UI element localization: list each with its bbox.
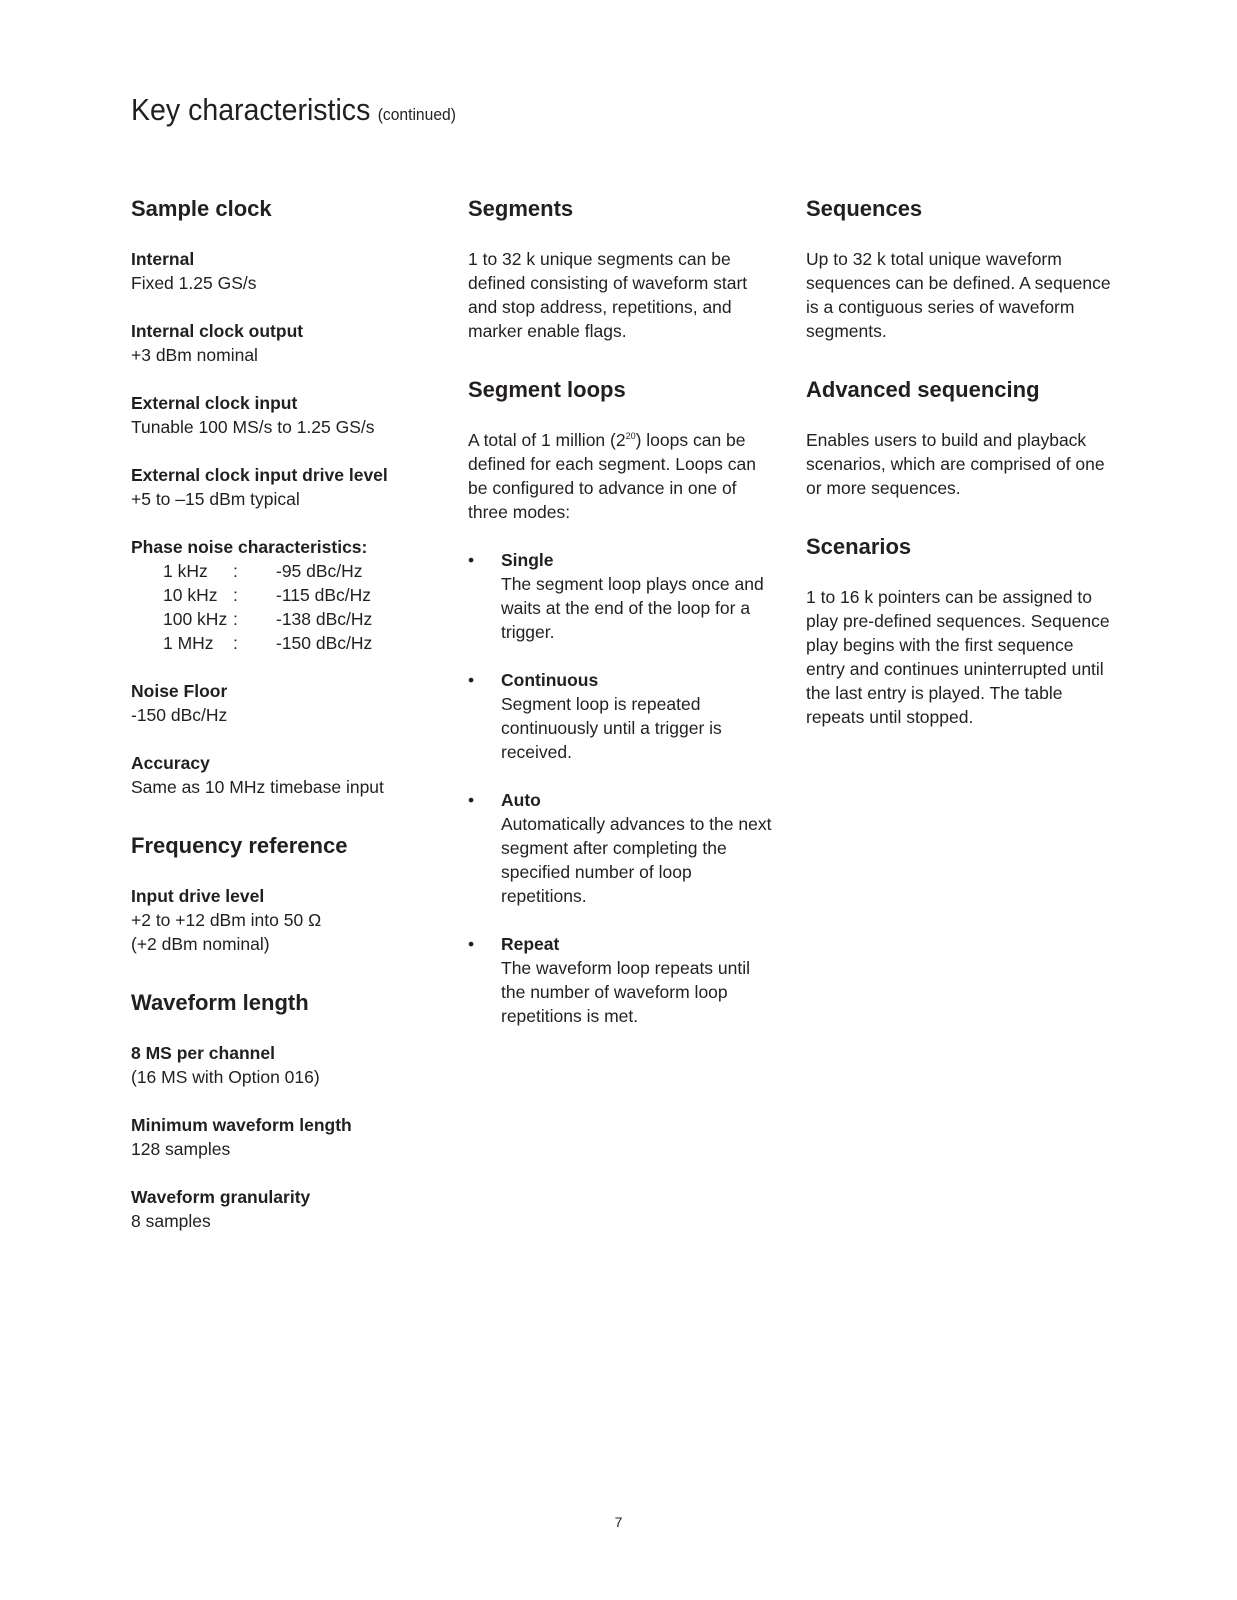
page-title-suffix: (continued) — [377, 105, 456, 124]
phase-noise-row — [131, 631, 451, 655]
page-number: 7 — [614, 1514, 623, 1530]
intro-exponent: 20 — [625, 431, 636, 442]
scenarios-section — [806, 531, 1116, 729]
frequency-reference-heading: Frequency reference — [131, 833, 348, 858]
mode-name: Single — [501, 550, 554, 570]
phase-noise-value: -150 dBc/Hz — [276, 633, 373, 653]
phase-noise-label: Phase noise characteristics: — [131, 537, 368, 557]
scenarios-text: 1 to 16 k pointers can be assigned to play pre-defined sequences. Sequence play begins with the first sequence entry and continues uninterrupted until the last entry is played. The table repeats until stopped. — [806, 587, 1110, 727]
mode-desc: Automatically advances to the next segment after completing the specified number of loop repetitions. — [501, 814, 772, 906]
waveform-length-heading: Waveform length — [131, 990, 309, 1015]
mode-desc: The waveform loop repeats until the number of waveform loop repetitions is met. — [501, 958, 751, 1026]
segments-heading: Segments — [468, 196, 574, 221]
page-title-text: Key characteristics — [131, 92, 371, 127]
column-middle — [468, 193, 778, 1028]
input-drive-value-1: +2 to +12 dBm into 50 Ω — [131, 910, 322, 930]
internal-label: Internal — [131, 249, 195, 269]
frequency-reference-section — [131, 830, 451, 956]
segment-loops-intro — [468, 428, 778, 524]
advanced-sequencing-section — [806, 374, 1116, 500]
intro-after: ) loops can be defined for each segment. Loops can be configured to advance in one of three modes: — [468, 430, 756, 522]
noise-floor-label: Noise Floor — [131, 681, 228, 701]
segments-section — [468, 193, 778, 343]
phase-noise-row — [131, 607, 451, 631]
loop-modes-list — [468, 548, 778, 1028]
ext-drive-item — [131, 463, 451, 511]
sequences-text: Up to 32 k total unique waveform sequences can be defined. A sequence is a contiguous series of waveform segments. — [806, 249, 1111, 341]
waveform-length-section — [131, 987, 451, 1233]
input-drive-label: Input drive level — [131, 886, 265, 906]
phase-noise-value: -115 dBc/Hz — [276, 585, 371, 605]
bullet-dot: • — [468, 790, 475, 810]
phase-noise-freq: 10 kHz — [163, 585, 218, 605]
min-length-item — [131, 1113, 451, 1161]
segment-loops-heading: Segment loops — [468, 377, 626, 402]
phase-noise-row — [131, 583, 451, 607]
ext-drive-value: +5 to –15 dBm typical — [131, 489, 300, 509]
column-left — [131, 193, 451, 1233]
noise-floor-item — [131, 679, 451, 727]
input-drive-item — [131, 884, 451, 956]
min-length-label: Minimum waveform length — [131, 1115, 352, 1135]
min-length-value: 128 samples — [131, 1139, 231, 1159]
segment-loops-section — [468, 374, 778, 1028]
bullet-dot: • — [468, 550, 475, 570]
ext-input-value: Tunable 100 MS/s to 1.25 GS/s — [131, 417, 375, 437]
internal-output-label: Internal clock output — [131, 321, 304, 341]
per-channel-value: (16 MS with Option 016) — [131, 1067, 320, 1087]
mode-desc: The segment loop plays once and waits at the end of the loop for a trigger. — [501, 574, 764, 642]
phase-noise-item — [131, 535, 451, 655]
mode-name: Repeat — [501, 934, 560, 954]
intro-before: A total of 1 million (2 — [468, 430, 626, 450]
column-right — [806, 193, 1116, 729]
accuracy-item — [131, 751, 451, 799]
phase-noise-freq: 1 kHz — [163, 561, 208, 581]
ext-input-item — [131, 391, 451, 439]
granularity-item — [131, 1185, 451, 1233]
ext-input-label: External clock input — [131, 393, 298, 413]
phase-noise-sep: : — [233, 609, 238, 629]
mode-name: Auto — [501, 790, 541, 810]
phase-noise-freq: 1 MHz — [163, 633, 214, 653]
list-item — [468, 668, 778, 764]
phase-noise-sep: : — [233, 561, 238, 581]
internal-output-item — [131, 319, 451, 367]
granularity-value: 8 samples — [131, 1211, 211, 1231]
mode-name: Continuous — [501, 670, 599, 690]
input-drive-value-2: (+2 dBm nominal) — [131, 934, 270, 954]
granularity-label: Waveform granularity — [131, 1187, 311, 1207]
phase-noise-freq: 100 kHz — [163, 609, 228, 629]
scenarios-heading: Scenarios — [806, 534, 912, 559]
internal-value: Fixed 1.25 GS/s — [131, 273, 257, 293]
internal-output-value: +3 dBm nominal — [131, 345, 258, 365]
list-item — [468, 932, 778, 1028]
mode-desc: Segment loop is repeated continuously until a trigger is received. — [501, 694, 722, 762]
accuracy-label: Accuracy — [131, 753, 210, 773]
sample-clock-heading: Sample clock — [131, 196, 272, 221]
sequences-heading: Sequences — [806, 196, 923, 221]
per-channel-label: 8 MS per channel — [131, 1043, 275, 1063]
accuracy-value: Same as 10 MHz timebase input — [131, 777, 384, 797]
phase-noise-value: -138 dBc/Hz — [276, 609, 373, 629]
bullet-dot: • — [468, 670, 475, 690]
internal-item — [131, 247, 451, 295]
segments-text: 1 to 32 k unique segments can be defined consisting of waveform start and stop address, repetitions, and marker enable flags. — [468, 249, 748, 341]
bullet-dot: • — [468, 934, 475, 954]
ext-drive-label: External clock input drive level — [131, 465, 388, 485]
page-title — [131, 92, 456, 128]
sequences-section — [806, 193, 1116, 343]
phase-noise-value: -95 dBc/Hz — [276, 561, 363, 581]
per-channel-item — [131, 1041, 451, 1089]
phase-noise-sep: : — [233, 585, 238, 605]
advanced-sequencing-heading: Advanced sequencing — [806, 377, 1040, 402]
phase-noise-sep: : — [233, 633, 238, 653]
noise-floor-value: -150 dBc/Hz — [131, 705, 228, 725]
list-item — [468, 548, 778, 644]
phase-noise-row — [131, 559, 451, 583]
sample-clock-section — [131, 193, 451, 799]
list-item — [468, 788, 778, 908]
advanced-sequencing-text: Enables users to build and playback scenarios, which are comprised of one or more sequences. — [806, 430, 1105, 498]
